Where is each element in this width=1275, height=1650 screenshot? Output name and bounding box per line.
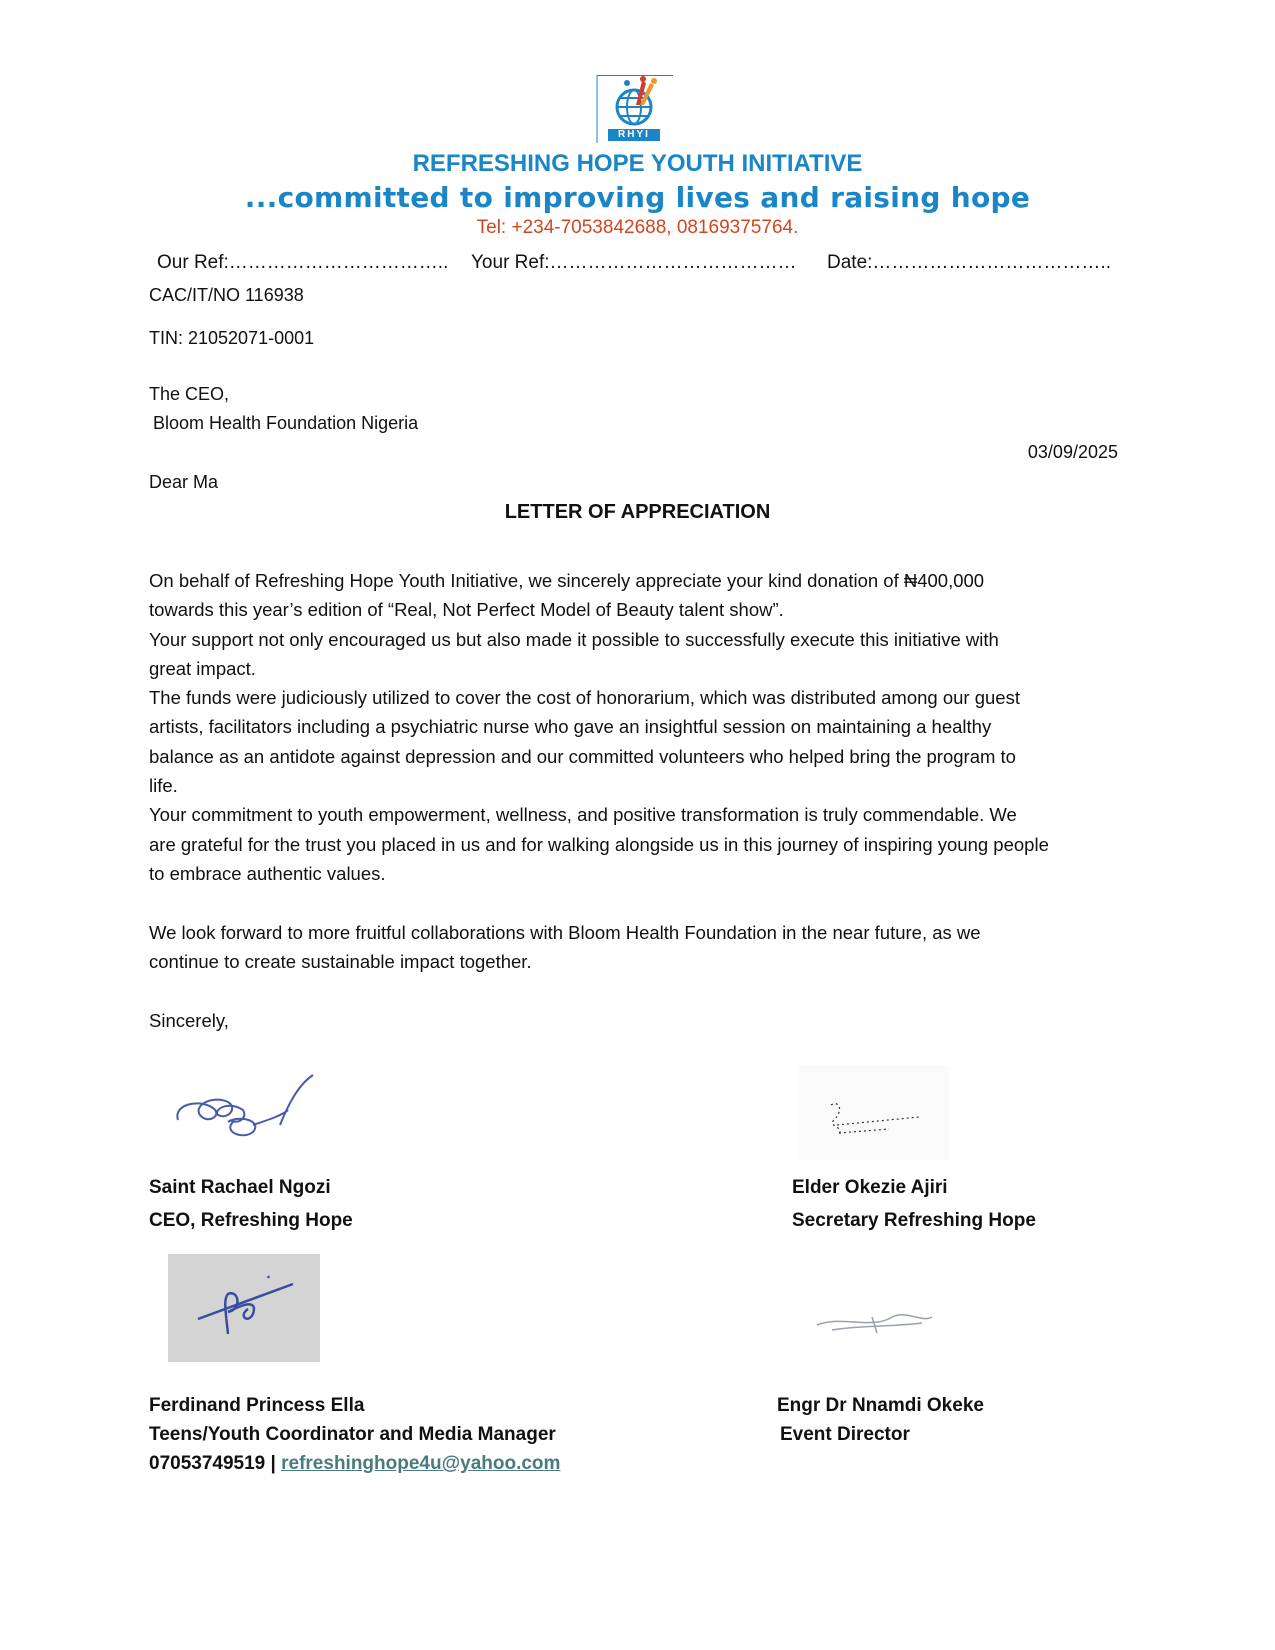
body-line: balance as an antidote against depression and our committed volunteers who helped bring the program to [149,745,1016,767]
telephone-numbers: Tel: +234-7053842688, 08169375764. [476,217,799,238]
sign-off: Sincerely, [149,1010,229,1031]
email-link[interactable]: refreshinghope4u@yahoo.com [281,1453,561,1474]
salutation: Dear Ma [149,472,219,492]
signatory-title: Event Director [780,1424,910,1445]
letter-subject: LETTER OF APPRECIATION [504,501,771,523]
body-line: life. [149,775,178,797]
our-ref: Our Ref:…………………………….. [157,252,449,273]
body-line: to embrace authentic values. [149,862,386,884]
tin-number: TIN: 21052071-0001 [149,328,315,348]
signature-ceo [168,1070,318,1145]
body-line: continue to create sustainable impact together. [149,951,532,973]
closing-paragraph [149,918,981,977]
body-line: Your commitment to youth empowerment, wellness, and positive transformation is truly commendable. We [149,804,1017,826]
recipient-organization: Bloom Health Foundation Nigeria [153,413,419,433]
body-line: towards this year’s edition of “Real, Not Perfect Model of Beauty talent show”. [149,599,784,621]
signatory-name: Engr Dr Nnamdi Okeke [777,1395,984,1416]
signatory-contact [149,1453,560,1475]
body-line: We look forward to more fruitful collaborations with Bloom Health Foundation in the near future, as we [149,922,981,943]
signatory-title: Teens/Youth Coordinator and Media Manager [149,1424,556,1445]
signature-secretary [799,1065,949,1160]
logo-text: RHYI [618,129,650,140]
letter-date: 03/09/2025 [1027,442,1118,462]
body-line: are grateful for the trust you placed in us and for walking alongside us in this journey of inspiring young people [149,833,1049,855]
signatory-title: Secretary Refreshing Hope [792,1210,1036,1231]
organization-name: REFRESHING HOPE YOUTH INITIATIVE [412,150,863,177]
signatory-title: CEO, Refreshing Hope [149,1210,353,1231]
body-line: great impact. [149,657,256,679]
your-ref: Your Ref:………………………………… [471,252,797,273]
organization-tagline: ...committed to improving lives and raising hope [244,181,1031,214]
body-line: The funds were judiciously utilized to cover the cost of honorarium, which was distributed among our guest [149,687,1020,709]
signatory-phone: 07053749519 | [149,1453,276,1474]
body-line: artists, facilitators including a psychiatric nurse who gave an insightful session on maintaining a healthy [149,716,992,738]
signatory-name: Saint Rachael Ngozi [149,1177,331,1198]
body-line: Your support not only encouraged us but also made it possible to successfully execute this initiative with [149,628,999,650]
letter-body [149,566,1049,888]
recipient-title: The CEO, [149,384,230,404]
signatory-name: Elder Okezie Ajiri [792,1177,948,1198]
date-field: Date:……………………………….. [827,252,1111,273]
signature-coordinator [168,1254,320,1362]
organization-logo [596,75,673,143]
body-line: On behalf of Refreshing Hope Youth Initiative, we sincerely appreciate your kind donation of ₦400,000 [149,570,985,591]
cac-number: CAC/IT/NO 116938 [149,285,304,305]
signatory-name: Ferdinand Princess Ella [149,1395,365,1416]
signature-event-director [812,1305,937,1340]
